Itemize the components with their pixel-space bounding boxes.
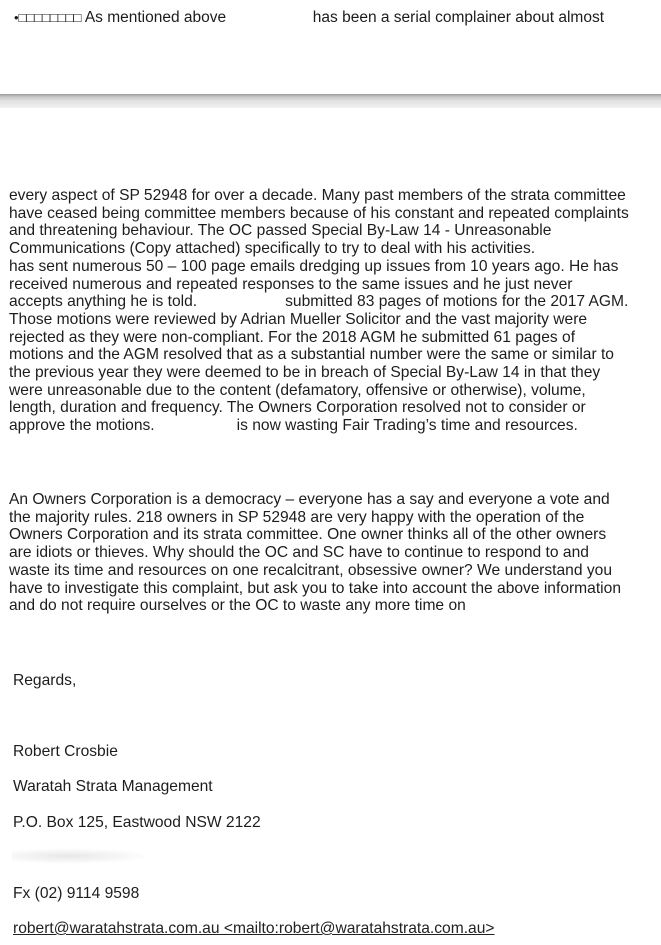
bullet-marker: •□□□□□□□□ (14, 10, 82, 25)
text-segment: submitted 83 pages of motions for the 2017 AGM. (285, 293, 629, 311)
text-line: waste its time and resources on one recalcitrant, obsessive owner? We understand you (9, 561, 612, 579)
text-segment: accepts anything he is told. (9, 293, 198, 311)
sender-address: P.O. Box 125, Eastwood NSW 2122 (13, 814, 261, 831)
text-line: and do not require ourselves or the OC to waste any more time on (9, 597, 466, 615)
text-segment: approve the motions. (9, 417, 155, 435)
text-line: were unreasonable due to the content (defamatory, offensive or otherwise), volume, (9, 381, 586, 399)
text-line: the majority rules. 218 owners in SP 52948 are very happy with the operation of the (9, 508, 585, 526)
sender-fax: Fx (02) 9114 9598 (13, 885, 140, 902)
carryover-line (14, 8, 654, 27)
text-line: are idiots or thieves. Why should the OC and SC have to continue to respond to and (9, 544, 589, 562)
text-line (9, 417, 659, 435)
text-segment: is now wasting Fair Trading’s time and resources. (236, 417, 578, 435)
text-line: motions and the AGM resolved that as a substantial number were the same or similar to (9, 346, 614, 364)
page-break-shadow (0, 94, 661, 108)
redaction (155, 419, 237, 433)
text-line: the previous year they were deemed to be in breach of Special By-Law 14 in that they (9, 364, 601, 382)
text-line: received numerous and repeated responses to the same issues and he just never (9, 275, 573, 293)
redaction (197, 295, 285, 309)
text-line: Communications (Copy attached) specifically to try to deal with his activities. (9, 240, 536, 258)
paragraph-complaint-history (9, 187, 659, 435)
text-line: rejected as they were non-compliant. For the 2018 AGM he submitted 61 pages of (9, 328, 576, 346)
text-line: Owners Corporation and its strata committee. One owner thinks all of the other owners (9, 526, 607, 544)
sender-email-link[interactable]: robert@waratahstrata.com.au <mailto:robert@waratahstrata.com.au> (13, 920, 495, 937)
redacted-phone-smudge (12, 848, 152, 864)
header-continuation (0, 0, 661, 94)
text-line: length, duration and frequency. The Owners Corporation resolved not to consider or (9, 399, 586, 417)
text-line: and threatening behaviour. The OC passed Special By-Law 14 - Unreasonable (9, 222, 552, 240)
text-line: An Owners Corporation is a democracy – everyone has a say and everyone a vote and (9, 491, 610, 508)
sender-company: Waratah Strata Management (13, 778, 213, 795)
text-line: every aspect of SP 52948 for over a decade. Many past members of the strata committee (9, 187, 626, 204)
paragraph-democracy (9, 491, 659, 615)
text-line: have to investigate this complaint, but ask you to take into account the above information (9, 579, 621, 597)
redaction (230, 11, 308, 25)
text-line (9, 293, 659, 311)
carryover-text-end: has been a serial complainer about almost (312, 9, 605, 26)
carryover-text-start: As mentioned above (84, 9, 227, 26)
sender-name: Robert Crosbie (13, 743, 118, 760)
text-line: Those motions were reviewed by Adrian Mueller Solicitor and the vast majority were (9, 310, 588, 328)
text-line: has sent numerous 50 – 100 page emails dredging up issues from 10 years ago. He has (9, 257, 619, 275)
sign-off: Regards, (13, 672, 77, 689)
text-line: have ceased being committee members because of his constant and repeated complaints (9, 204, 629, 222)
